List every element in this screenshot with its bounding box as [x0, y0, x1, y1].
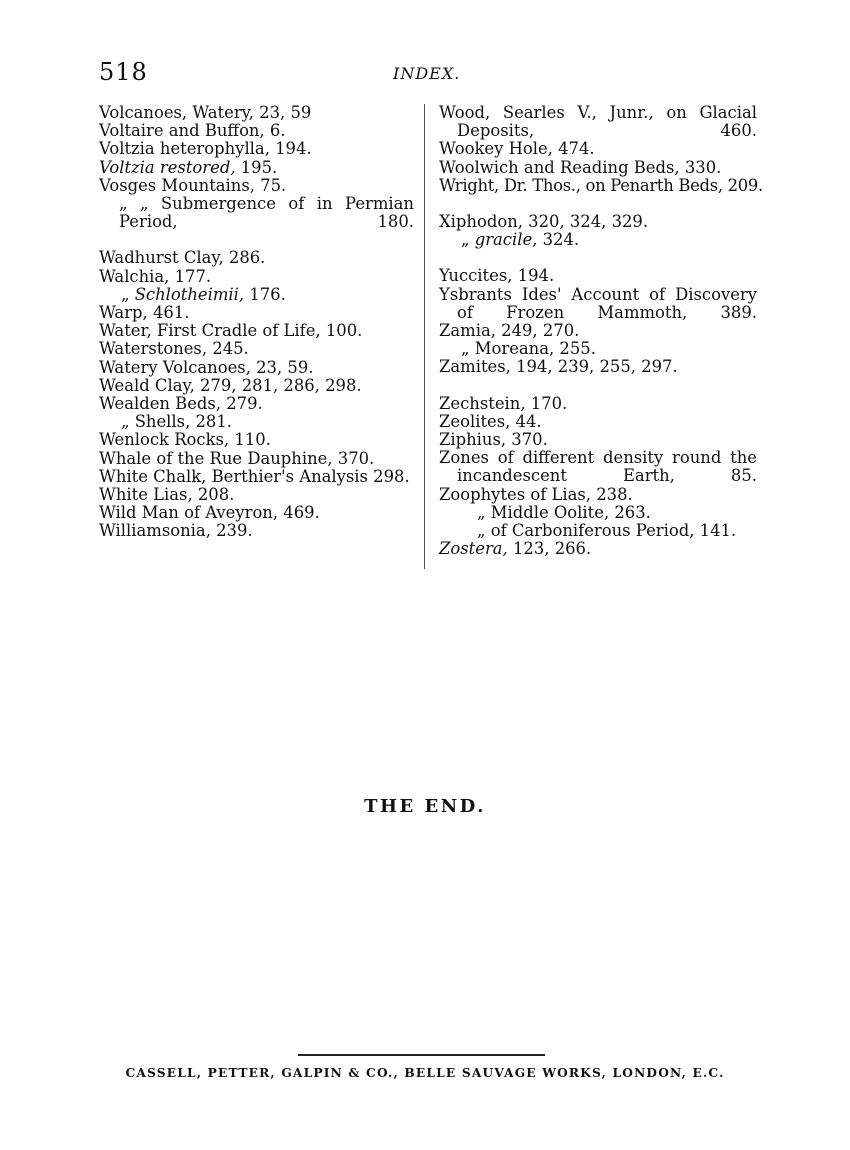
- index-page-refs: 324.: [537, 230, 580, 250]
- index-page-refs: 123, 266.: [507, 539, 592, 559]
- running-head: INDEX.: [393, 64, 461, 83]
- index-entry: Williamsonia, 239.: [99, 521, 253, 541]
- index-entry: Vosges Mountains, 75.: [99, 175, 287, 195]
- index-entry: Waterstones, 245.: [99, 339, 249, 359]
- ditto-mark: „: [121, 284, 135, 304]
- index-subentry: „ Middle Oolite, 263.: [477, 502, 651, 522]
- index-subentry: „ Moreana, 255.: [461, 339, 596, 359]
- index-entry: White Lias, 208.: [99, 485, 235, 505]
- index-entry: Ziphius, 370.: [439, 430, 548, 450]
- index-term-italic: Schlotheimii,: [134, 284, 245, 304]
- index-entry: Zones of different density round the incandescent Earth, 85.: [439, 448, 757, 486]
- index-subentry: „ Shells, 281.: [121, 412, 232, 432]
- index-column-left: [99, 104, 414, 541]
- index-entry: Wookey Hole, 474.: [439, 139, 595, 159]
- index-entry: Whale of the Rue Dauphine, 370.: [99, 448, 375, 468]
- index-entry: Warp, 461.: [99, 303, 190, 323]
- index-entry: Ysbrants Ides' Account of Discovery of Frozen Mammoth, 389.: [439, 284, 757, 322]
- index-entry: Zoophytes of Lias, 238.: [439, 484, 633, 504]
- index-subentry: „ „ Submergence of in Permian Period, 180.: [119, 194, 414, 232]
- index-entry: Voltzia heterophylla, 194.: [99, 139, 312, 159]
- index-entry: Xiphodon, 320, 324, 329.: [439, 212, 649, 232]
- index-entry: Water, First Cradle of Life, 100.: [99, 321, 363, 341]
- column-divider: [424, 104, 425, 569]
- letter-gap: [439, 249, 757, 267]
- index-entry: Yuccites, 194.: [439, 266, 555, 286]
- ditto-mark: „: [461, 230, 475, 250]
- index-entry: Zechstein, 170.: [439, 393, 568, 413]
- index-entry: Wadhurst Clay, 286.: [99, 248, 266, 268]
- index-subentry: [439, 231, 757, 249]
- footer-rule: [298, 1054, 545, 1056]
- printer-imprint: CASSELL, PETTER, GALPIN & CO., BELLE SAUVAGE WORKS, LONDON, E.C.: [125, 1066, 725, 1080]
- index-entry: Wright, Dr. Thos., on Penarth Beds, 209.: [439, 175, 763, 195]
- index-term-italic: Zostera,: [439, 539, 508, 559]
- index-entry: Zamia, 249, 270.: [439, 321, 580, 341]
- letter-gap: [99, 231, 414, 249]
- index-entry: [99, 159, 414, 177]
- index-entry: Wood, Searles V., Junr., on Glacial Deposits, 460.: [439, 103, 757, 141]
- index-subentry: „ of Carboniferous Period, 141.: [477, 521, 737, 541]
- index-entry: White Chalk, Berthier's Analysis 298.: [99, 466, 410, 486]
- index-entry: [439, 540, 757, 558]
- letter-gap: [439, 195, 757, 213]
- index-entry: Wild Man of Aveyron, 469.: [99, 503, 320, 523]
- index-entry: Weald Clay, 279, 281, 286, 298.: [99, 375, 362, 395]
- index-entry: Wealden Beds, 279.: [99, 394, 263, 414]
- index-entry: Watery Volcanoes, 23, 59.: [99, 357, 314, 377]
- index-entry: Zamites, 194, 239, 255, 297.: [439, 357, 678, 377]
- index-term-italic: Voltzia restored,: [99, 157, 236, 177]
- page-number: 518: [99, 58, 148, 86]
- index-entry: Zeolites, 44.: [439, 411, 542, 431]
- index-entry: Voltaire and Buffon, 6.: [99, 121, 286, 141]
- index-column-right: [439, 103, 763, 559]
- index-page-refs: 195.: [235, 157, 278, 177]
- index-entry: Woolwich and Reading Beds, 330.: [439, 157, 722, 177]
- index-entry: Wenlock Rocks, 110.: [99, 430, 271, 450]
- index-entry: Walchia, 177.: [99, 266, 212, 286]
- index-term-italic: gracile,: [474, 230, 538, 250]
- index-subentry: [99, 286, 414, 304]
- index-entry: Volcanoes, Watery, 23, 59: [99, 103, 312, 122]
- closing-text: THE END.: [364, 796, 486, 817]
- letter-gap: [439, 377, 757, 395]
- index-page-refs: 176.: [244, 284, 286, 304]
